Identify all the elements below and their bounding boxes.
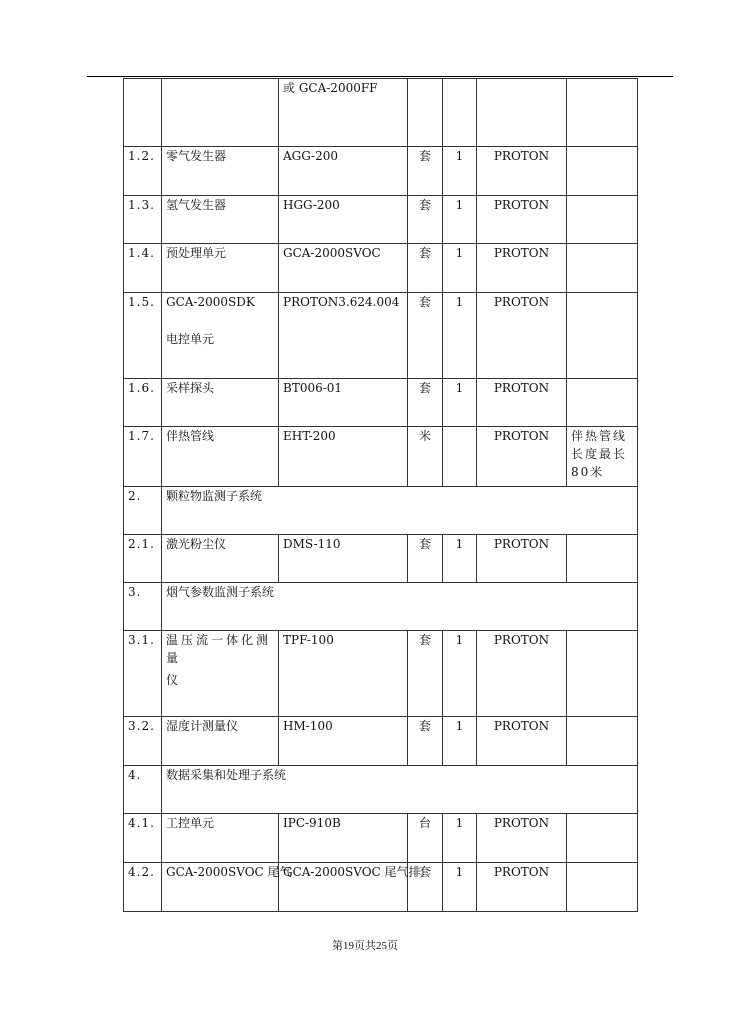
item-name	[162, 631, 279, 717]
item-note	[567, 535, 638, 583]
row-number: 1.5.	[124, 293, 162, 379]
item-unit: 套	[408, 379, 443, 427]
item-brand: PROTON	[477, 631, 567, 717]
item-name: 氢气发生器	[162, 196, 279, 244]
row-number: 1.4.	[124, 244, 162, 293]
section-title: 烟气参数监测子系统	[162, 583, 638, 631]
item-name: 湿度计测量仪	[162, 717, 279, 766]
section-title: 数据采集和处理子系统	[162, 766, 638, 814]
item-qty: 1	[443, 293, 477, 379]
item-qty	[443, 79, 477, 147]
section-row	[124, 583, 638, 631]
item-model: GCA-2000SVOC 尾气排	[279, 863, 408, 912]
item-name-line1: GCA-2000SDK	[166, 295, 255, 309]
item-name: 激光粉尘仪	[162, 535, 279, 583]
item-unit: 套	[408, 535, 443, 583]
row-number: 2.1.	[124, 535, 162, 583]
item-unit: 套	[408, 717, 443, 766]
item-model: EHT-200	[279, 427, 408, 487]
item-note	[567, 814, 638, 863]
section-row	[124, 487, 638, 535]
table-row	[124, 863, 638, 912]
item-name: 预处理单元	[162, 244, 279, 293]
item-qty: 1	[443, 379, 477, 427]
table-row	[124, 147, 638, 196]
row-number: 3.1.	[124, 631, 162, 717]
item-model: AGG-200	[279, 147, 408, 196]
row-number: 1.3.	[124, 196, 162, 244]
item-brand: PROTON	[477, 427, 567, 487]
item-qty: 1	[443, 717, 477, 766]
table-row	[124, 535, 638, 583]
table-row	[124, 244, 638, 293]
item-brand: PROTON	[477, 535, 567, 583]
item-model: TPF-100	[279, 631, 408, 717]
item-model: GCA-2000SVOC	[279, 244, 408, 293]
item-qty: 1	[443, 147, 477, 196]
item-brand: PROTON	[477, 293, 567, 379]
table-row	[124, 631, 638, 717]
item-brand: PROTON	[477, 717, 567, 766]
item-brand: PROTON	[477, 379, 567, 427]
item-note	[567, 79, 638, 147]
item-model: HGG-200	[279, 196, 408, 244]
item-name: 采样探头	[162, 379, 279, 427]
item-brand: PROTON	[477, 863, 567, 912]
item-note: 伴热管线长度最长80米	[567, 427, 638, 487]
item-name: 伴热管线	[162, 427, 279, 487]
item-unit	[408, 79, 443, 147]
item-name: GCA-2000SVOC 尾气	[162, 863, 279, 912]
row-number: 1.6.	[124, 379, 162, 427]
item-unit: 套	[408, 631, 443, 717]
item-name: 工控单元	[162, 814, 279, 863]
item-note	[567, 717, 638, 766]
item-note	[567, 379, 638, 427]
item-brand	[477, 79, 567, 147]
row-number: 1.7.	[124, 427, 162, 487]
item-unit: 套	[408, 293, 443, 379]
item-unit: 套	[408, 196, 443, 244]
item-note	[567, 863, 638, 912]
item-model: HM-100	[279, 717, 408, 766]
row-number: 1.2.	[124, 147, 162, 196]
equipment-table	[123, 78, 638, 912]
table-row	[124, 427, 638, 487]
table-row	[124, 379, 638, 427]
item-brand: PROTON	[477, 814, 567, 863]
row-number: 4.1.	[124, 814, 162, 863]
item-model: BT006-01	[279, 379, 408, 427]
item-unit: 台	[408, 814, 443, 863]
table-row	[124, 79, 638, 147]
item-note	[567, 631, 638, 717]
item-qty: 1	[443, 196, 477, 244]
item-qty: 1	[443, 631, 477, 717]
item-model: DMS-110	[279, 535, 408, 583]
table-row	[124, 814, 638, 863]
item-brand: PROTON	[477, 147, 567, 196]
item-note	[567, 147, 638, 196]
item-qty: 1	[443, 535, 477, 583]
item-note	[567, 244, 638, 293]
item-note	[567, 196, 638, 244]
section-number: 4.	[124, 766, 162, 814]
item-name	[162, 79, 279, 147]
item-name: 零气发生器	[162, 147, 279, 196]
item-unit: 套	[408, 863, 443, 912]
section-number: 3.	[124, 583, 162, 631]
item-name-line2: 仪	[166, 673, 179, 687]
item-model: PROTON3.624.004	[279, 293, 408, 379]
item-brand: PROTON	[477, 196, 567, 244]
item-note	[567, 293, 638, 379]
item-qty: 1	[443, 863, 477, 912]
table-row	[124, 293, 638, 379]
item-model: 或 GCA-2000FF	[279, 79, 408, 147]
section-title: 颗粒物监测子系统	[162, 487, 638, 535]
item-name-line2: 电控单元	[166, 332, 215, 346]
item-qty	[443, 427, 477, 487]
item-brand: PROTON	[477, 244, 567, 293]
item-qty: 1	[443, 814, 477, 863]
table-row	[124, 196, 638, 244]
item-model: IPC-910B	[279, 814, 408, 863]
item-unit: 套	[408, 244, 443, 293]
item-unit: 米	[408, 427, 443, 487]
item-unit: 套	[408, 147, 443, 196]
row-number: 4.2.	[124, 863, 162, 912]
page-footer: 第19页共25页	[332, 940, 398, 952]
item-name-line1: 温压流一体化测量	[166, 633, 272, 665]
table-row	[124, 717, 638, 766]
item-name	[162, 293, 279, 379]
section-number: 2.	[124, 487, 162, 535]
section-row	[124, 766, 638, 814]
row-number	[124, 79, 162, 147]
item-qty: 1	[443, 244, 477, 293]
header-rule	[87, 76, 673, 77]
row-number: 3.2.	[124, 717, 162, 766]
